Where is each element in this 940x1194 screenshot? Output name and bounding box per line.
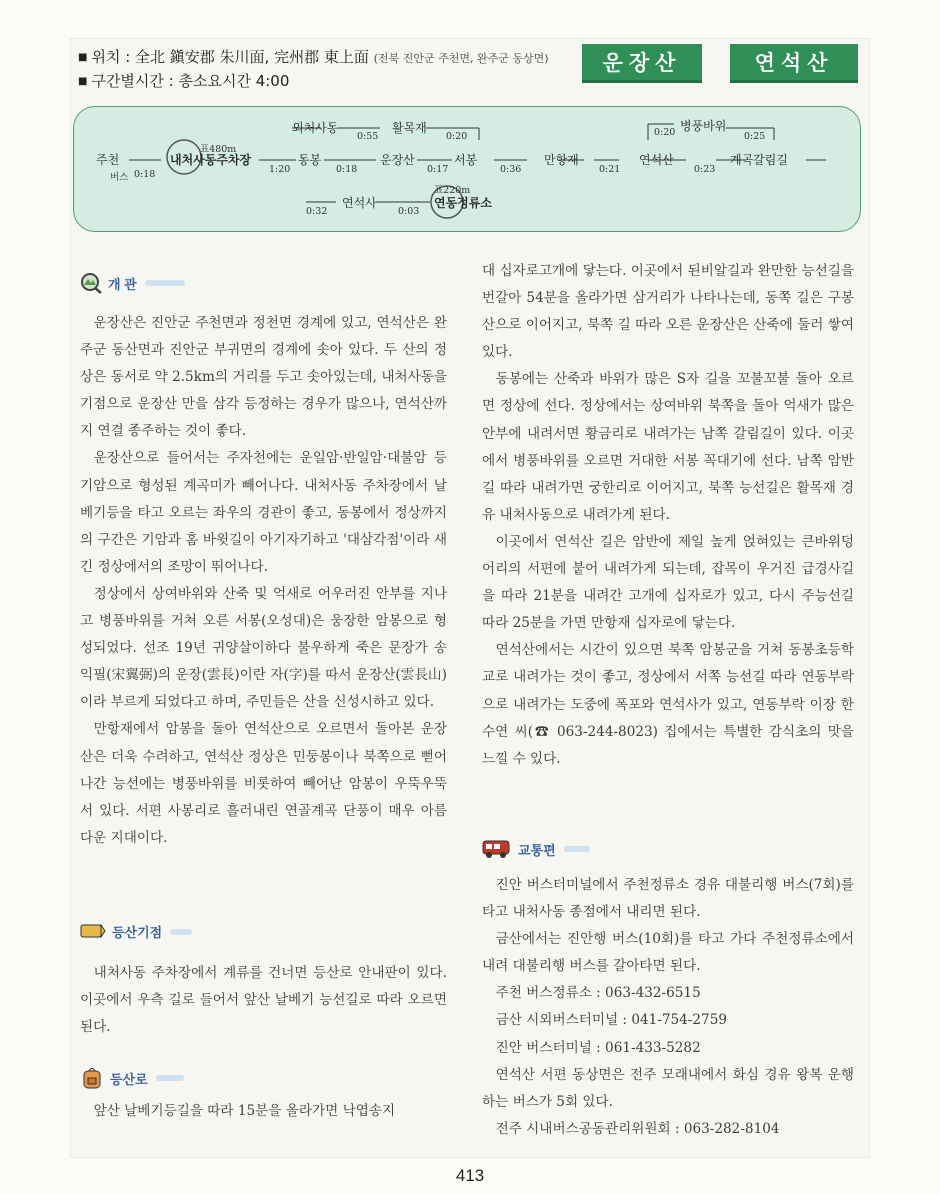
backpack-icon [80, 1066, 104, 1090]
time-1-20: 1:20 [269, 164, 291, 175]
time-0-18: 0:18 [336, 164, 358, 175]
time-bus: 0:18 [134, 169, 156, 180]
contact-line: 금산 시외버스터미널 : 041-754-2759 [495, 1012, 727, 1029]
time-0-32: 0:32 [306, 206, 328, 217]
time-0-25: 0:25 [744, 131, 766, 142]
section-trail-heading [80, 1066, 184, 1090]
node-byeongpung: 병풍바위 [680, 119, 727, 133]
section-transport-heading [482, 838, 590, 860]
section-start-heading [80, 922, 192, 941]
paragraph: 내처사동 주차장에서 계류를 건너면 등산로 안내판이 있다. 이곳에서 우측 길로 들어서 앞산 날베기 능선길로 따라 오르면 된다. [80, 965, 447, 1036]
time-0-21: 0:21 [599, 164, 621, 175]
node-unjangsan: 운장산 [380, 153, 415, 167]
paragraph: 이곳에서 연석산 길은 암반에 제일 높게 얹혀있는 큰바위덩어리의 서편에 붙어 내려가게 되는데, 잡목이 우거진 급경사길을 따라 21분을 내려간 고개에 십자로가 있고, 다시 주능선길 따라 25분을 가면 만항재 십자로에 닿는다. [482, 533, 854, 632]
altitude-480: 표480m [200, 144, 237, 155]
paragraph: 동봉에는 산죽과 바위가 많은 S자 길을 꼬불꼬불 돌아 오르면 정상에 선다. 정상에서는 상여바위 북쪽을 돌아 억새가 많은 안부에 내려서면 황금리로 내려가는 남쪽 갈림길이 있다. 이곳에서 병풍바위를 오르면 거대한 서봉 꼭대기에 선다. 남쪽 암반길 따라 내려가면 궁한리로 이어지고, 북쪽 능선길은 활목재 경유 내처사동으로 내려가게 된다. [482, 371, 854, 523]
time-0-17: 0:17 [427, 164, 449, 175]
time-0-03: 0:03 [398, 206, 420, 217]
square-bullet-icon: ■ [78, 52, 88, 63]
node-parking: 내처사동주차장 [170, 153, 252, 167]
time-0-55: 0:55 [357, 131, 379, 142]
node-bus: 버스 [110, 172, 129, 183]
node-gyegok: 계곡갈림길 [730, 153, 788, 167]
node-manhangjae: 만항재 [544, 153, 579, 167]
section-start-label: 등산기점 [112, 925, 163, 940]
node-hwalmok: 활목재 [392, 121, 427, 135]
paragraph: 운장산으로 들어서는 주자천에는 운일암·반일암·대불암 등 기암으로 형성된 계곡미가 빼어나다. 내처사동 주차장에서 날베기등을 타고 오르는 좌우의 경관이 좋고, 동봉에서 정상까지의 구간은 기암과 홈 바윗길이 아기자기하고 '대삼각점'이라 새긴 정상에서의 조망이 뛰어나다. [80, 450, 447, 575]
node-waecheo: 외처사동 [292, 121, 339, 135]
paragraph: 연석산에서는 시간이 있으면 북쪽 암봉군을 거쳐 동봉초등학교로 내려가는 것이 좋고, 정상에서 서쪽 능선길 따라 연동부락으로 내려가는 도중에 폭포와 연석사가 있고, 연동부락 이장 한수연 씨(☎ 063-244-8023) 집에서는 특별한 감식초의 맛을 느낄 수 있다. [482, 642, 854, 767]
paragraph: 금산에서는 진안행 버스(10회)를 타고 가다 주천정류소에서 내려 대불리행 버스를 갈아타면 된다. [482, 931, 854, 975]
paragraph: 정상에서 상여바위와 산죽 및 억새로 어우러진 안부를 지나고 병풍바위를 거쳐 오른 서봉(오성대)은 웅장한 암봉으로 형성되었다. 선조 19년 귀양살이하다 불우하게 죽은 문장가 송익필(宋翼弼)의 운장(雲長)이란 자(字)를 따서 운장산(雲長山)이라 부르게 되었다고 하며, 주민들은 산을 신성시하고 있다. [80, 585, 447, 711]
left-column-text [80, 310, 447, 852]
node-yeondong: 연동정류소 [434, 196, 492, 210]
location-detail: (전북 진안군 주천면, 완주군 동상면) [373, 52, 549, 65]
route-lines [74, 107, 860, 231]
bus-icon [482, 838, 512, 860]
start-text [80, 960, 447, 1041]
section-transport-label: 교통편 [518, 842, 556, 858]
page-number: 413 [455, 1166, 485, 1185]
section-overview-heading [80, 272, 185, 294]
section-trail-label: 등산로 [110, 1071, 148, 1087]
time-0-20-b: 0:20 [654, 127, 676, 138]
altitude-220: 표220m [434, 185, 471, 196]
contact-line: 주천 버스정류소 : 063-432-6515 [495, 985, 701, 1002]
node-dongbong: 동봉 [298, 153, 322, 167]
node-yeonseoksan: 연석산 [639, 153, 674, 167]
paragraph: 연석산 서편 동상면은 전주 모래내에서 화심 경유 왕복 운행하는 버스가 5회 있다. [482, 1066, 854, 1110]
contact-line: 진안 버스터미널 : 061-433-5282 [495, 1039, 701, 1056]
mountain-badge-unjangsan: 운장산 [582, 44, 702, 83]
paragraph: 운장산은 진안군 주천면과 정천면 경계에 있고, 연석산은 완주군 동산면과 진안군 부귀면의 경계에 솟아 있다. 두 산의 정상은 동서로 약 2.5km의 거리를 두고 솟아있는데, 내처사동을 기점으로 운장산 만을 삼각 등정하는 경우가 많으나, 연석산까지 연결 종주하는 것이 좋다. [80, 315, 447, 440]
right-column-text [482, 258, 854, 773]
mountain-magnifier-icon [80, 272, 102, 294]
section-underline [170, 929, 192, 935]
location-label: 위치 : 全北 鎭安郡 朱川面, 完州郡 東上面 [91, 48, 369, 66]
start-sign-icon [80, 923, 106, 941]
node-jucheon: 주천 [96, 153, 120, 167]
route-diagram [73, 106, 861, 232]
transport-text [482, 872, 854, 1143]
square-bullet-icon: ■ [78, 76, 88, 87]
paragraph: 만항재에서 암봉을 돌아 연석산으로 오르면서 돌아본 운장산은 더욱 수려하고, 연석산 정상은 민둥봉이나 북쪽으로 뻗어나간 능선에는 병풍바위를 비롯하여 빼어난 암봉이 우뚝우뚝 서 있다. 서편 사봉리로 흘러내린 연골계곡 단풍이 매우 아름다운 지대이다. [80, 721, 447, 846]
time-0-23: 0:23 [694, 164, 716, 175]
node-seobong: 서봉 [454, 153, 478, 167]
node-yeonseoksa: 연석사 [342, 196, 377, 210]
time-label: 구간별시간 : 총소요시간 4:00 [91, 72, 290, 90]
trail-text [80, 1098, 447, 1125]
section-underline [156, 1075, 184, 1081]
time-0-36: 0:36 [500, 164, 522, 175]
paragraph: 진안 버스터미널에서 주천정류소 경유 대불리행 버스(7회)를 타고 내처사동 종점에서 내리면 된다. [482, 877, 854, 921]
time-0-20-a: 0:20 [446, 131, 468, 142]
section-overview-label: 개 관 [108, 276, 137, 292]
paragraph: 앞산 날베기등길을 따라 15분을 올라가면 낙엽송지 [93, 1103, 396, 1119]
section-underline [564, 846, 590, 852]
contact-line: 전주 시내버스공동관리위원회 : 063-282-8104 [495, 1120, 780, 1137]
paragraph: 대 십자로고개에 닿는다. 이곳에서 된비알길과 완만한 능선길을 번갈아 54분을 올라가면 삼거리가 나타나는데, 동쪽 길은 구봉산으로 이어지고, 북쪽 길 따라 오른 운장산은 산죽에 둘러 쌓여 있다. [482, 263, 854, 361]
section-underline [145, 280, 185, 286]
mountain-badge-yeonseoksan: 연석산 [730, 44, 858, 83]
